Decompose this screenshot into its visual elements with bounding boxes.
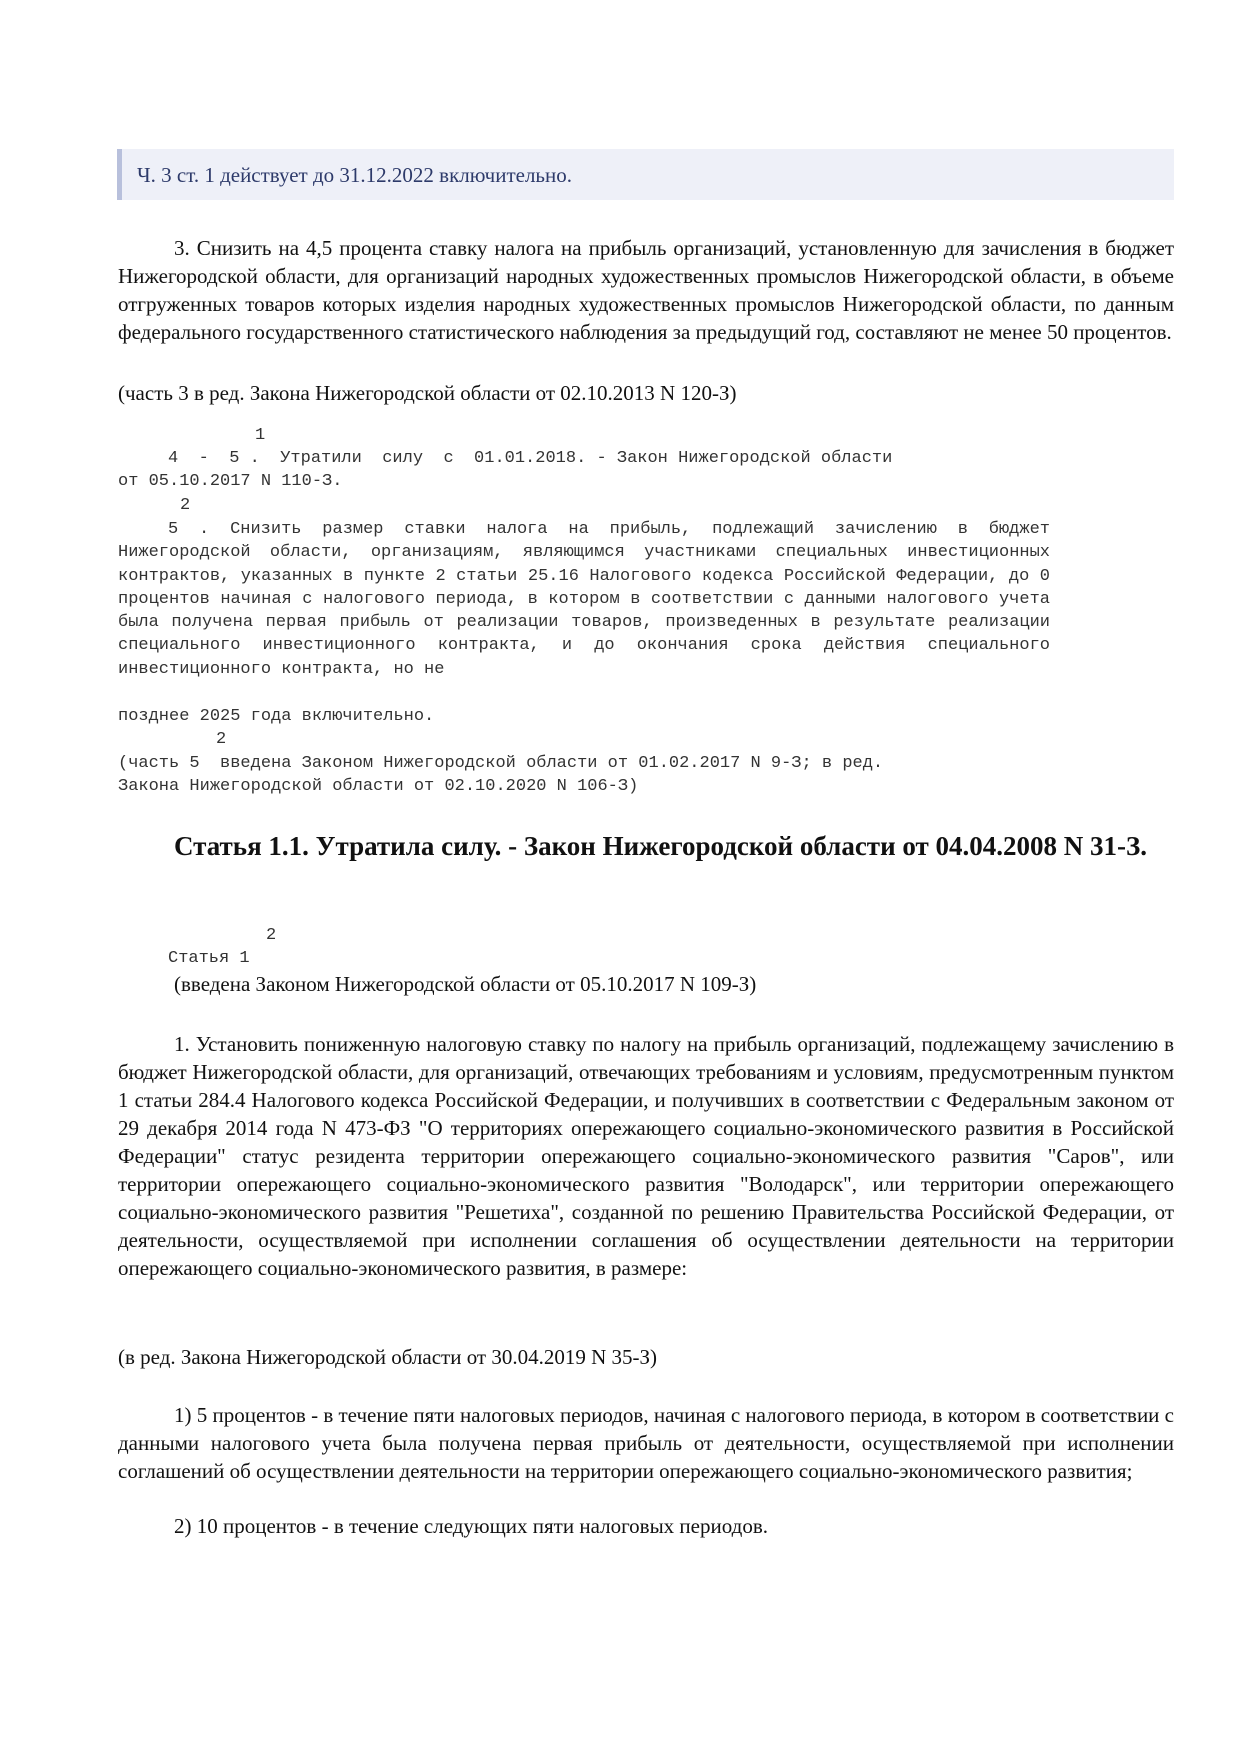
article-1-2-superscript: 2 [266,926,277,945]
article-1-1-heading: Статья 1.1. Утратила силу. - Закон Нижегородской области от 04.04.2008 N 31-З. [174,831,1148,861]
part-5-2-superscript: 2 [180,496,191,515]
article-1-2-para1: 1. Установить пониженную налоговую ставку по налогу на прибыль организаций, подлежащему зачислению в бюджет Нижегородской области, для организаций, отвечающих требованиям и условиям, предусмотренным пунктом 1 статьи 284.4 Налогового кодекса Российской Федерации, и получивших в соответствии с Федеральным законом от 29 декабря 2014 года N 473-ФЗ "О территориях опережающего социально-экономического развития в Российской Федерации" статус резидента территории опережающего социально-экономического развития "Саров", или территории опережающего социально-экономического развития "Володарск", или территории опережающего социально-экономического развития "Решетиха", созданной по решению Правительства Российской Федерации, от деятельности, осуществляемой при исполнении соглашения об осуществлении деятельности на территории опережающего социально-экономического развития, в размере: [118,1032,1174,1280]
part-5-2-body: Снизить размер ставки налога на прибыль, подлежащий зачислению в бюджет Нижегородской области, организациям, являющимся участниками специальных инвестиционных контрактов, указанных в пункте 2 статьи 25.16 Налогового кодекса Российской Федерации, до 0 процентов начиная с налогового периода, в котором в соответствии с данными налогового учета была получена первая прибыль от реализации товаров, произведенных в результате реализации специального инвестиционного контракта, и до окончания срока действия специального инвестиционного контракта, но не [118,520,1050,679]
part-5-2-edition-superscript: 2 [216,730,227,749]
article-1-2-title: Статья 1 [168,949,250,968]
part-5-2-number: 5 . [168,520,210,539]
article-1-2-introduced: (введена Законом Нижегородской области от 05.10.2017 N 109-З) [174,972,757,996]
article-1-2-item1: 1) 5 процентов - в течение пяти налоговых периодов, начиная с налогового периода, в котором в соответствии с данными налогового учета была получена первая прибыль от деятельности, осуществляемой при исполнении соглашений об осуществлении деятельности на территории опережающего социально-экономического развития; [118,1403,1174,1483]
part-3-text: 3. Снизить на 4,5 процента ставку налога на прибыль организаций, установленную для зачисления в бюджет Нижегородской области, для организаций народных художественных промыслов Нижегородской области, в объеме отгруженных товаров которых изделия народных художественных промыслов Нижегородской области, по данным федерального государственного статистического наблюдения за предыдущий год, составляют не менее 50 процентов. [118,236,1174,344]
part-3-edition: (часть 3 в ред. Закона Нижегородской области от 02.10.2013 N 120-З) [118,381,737,405]
part-5-2-text [118,518,1050,681]
part-5-2-lastline: позднее 2025 года включительно. [118,707,435,726]
validity-note [117,149,1174,200]
validity-note-text: Ч. 3 ст. 1 действует до 31.12.2022 включительно. [137,163,572,187]
article-1-2-para1-edition: (в ред. Закона Нижегородской области от 30.04.2019 N 35-З) [118,1345,658,1369]
part-5-2-edition-line1: (часть 5 введена Законом Нижегородской области от 01.02.2017 N 9-З; в ред. [118,754,884,773]
part-4-5-line1: 4 - 5 . Утратили силу с 01.01.2018. - Закон Нижегородской области [168,449,893,468]
part-4-5-line2: от 05.10.2017 N 110-З. [118,472,343,491]
part-4-5-superscript: 1 [255,426,266,445]
article-1-2-item2: 2) 10 процентов - в течение следующих пяти налоговых периодов. [174,1514,768,1538]
part-5-2-edition-line2: Закона Нижегородской области от 02.10.2020 N 106-З) [118,777,639,796]
